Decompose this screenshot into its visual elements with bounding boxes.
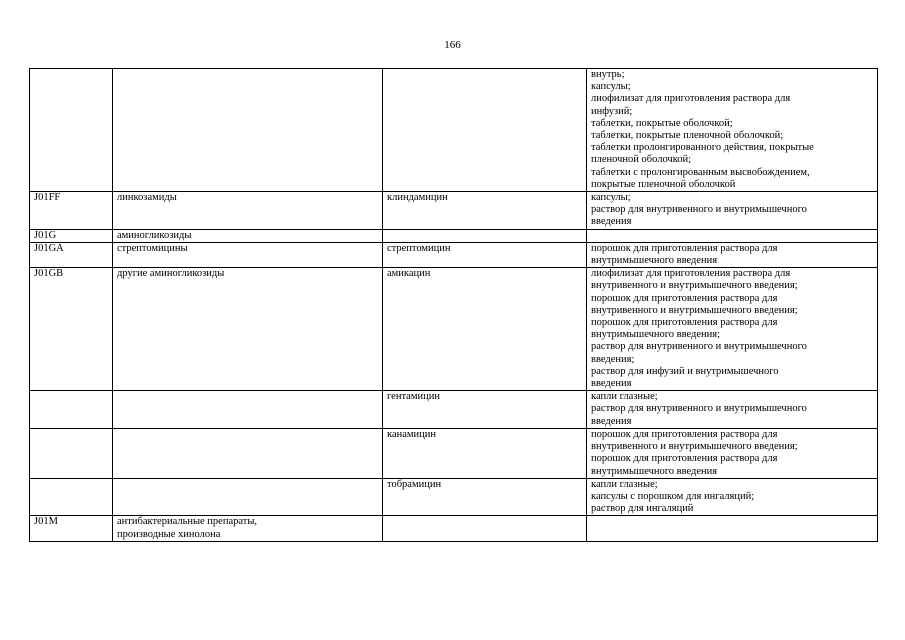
dosage-forms-cell (587, 516, 878, 541)
dosage-forms-cell: капсулы; раствор для внутривенного и внутримышечного введения (587, 192, 878, 230)
table-row (30, 268, 878, 391)
atc-code-cell: J01GA (30, 242, 113, 267)
group-cell: аминогликозиды (113, 229, 383, 242)
atc-code-cell (30, 428, 113, 478)
table-row (30, 428, 878, 478)
atc-code-cell (30, 69, 113, 192)
drug-name-cell: клиндамицин (383, 192, 587, 230)
dosage-forms-cell (587, 229, 878, 242)
dosage-forms-cell: внутрь; капсулы; лиофилизат для приготовления раствора для инфузий; таблетки, покрытые оболочкой; таблетки, покрытые пленочной оболочкой; таблетки пролонгированного действия, покрытые пленочной оболочкой; таблетки с пролонгированным высвобождением, покрытые пленочной оболочкой (587, 69, 878, 192)
drug-name-cell (383, 69, 587, 192)
table-row (30, 229, 878, 242)
table-row (30, 516, 878, 541)
dosage-forms-cell: капли глазные; капсулы с порошком для ингаляций; раствор для ингаляций (587, 478, 878, 516)
group-cell (113, 478, 383, 516)
drug-name-cell (383, 229, 587, 242)
drug-name-cell: тобрамицин (383, 478, 587, 516)
group-cell: линкозамиды (113, 192, 383, 230)
dosage-forms-cell: порошок для приготовления раствора для внутривенного и внутримышечного введения; порошок для приготовления раствора для внутримышечного введения (587, 428, 878, 478)
drug-name-cell: стрептомицин (383, 242, 587, 267)
dosage-forms-cell: капли глазные; раствор для внутривенного и внутримышечного введения (587, 391, 878, 429)
drug-name-cell (383, 516, 587, 541)
table-row (30, 69, 878, 192)
table-row (30, 192, 878, 230)
dosage-forms-cell: порошок для приготовления раствора для внутримышечного введения (587, 242, 878, 267)
drug-table (29, 68, 878, 542)
atc-code-cell (30, 391, 113, 429)
atc-code-cell: J01G (30, 229, 113, 242)
group-cell (113, 428, 383, 478)
table-row (30, 391, 878, 429)
drug-name-cell: гентамицин (383, 391, 587, 429)
dosage-forms-cell: лиофилизат для приготовления раствора для внутривенного и внутримышечного введения; порошок для приготовления раствора для внутривенного и внутримышечного введения; порошок для приготовления раствора для внутримышечного введения; раствор для внутривенного и внутримышечного введения; раствор для инфузий и внутримышечного введения (587, 268, 878, 391)
atc-code-cell: J01M (30, 516, 113, 541)
page-number: 166 (444, 39, 461, 51)
drug-name-cell: амикацин (383, 268, 587, 391)
atc-code-cell (30, 478, 113, 516)
atc-code-cell: J01GB (30, 268, 113, 391)
group-cell (113, 391, 383, 429)
group-cell: стрептомицины (113, 242, 383, 267)
table-row (30, 478, 878, 516)
drug-name-cell: канамицин (383, 428, 587, 478)
group-cell: антибактериальные препараты, производные хинолона (113, 516, 383, 541)
atc-code-cell: J01FF (30, 192, 113, 230)
group-cell (113, 69, 383, 192)
group-cell: другие аминогликозиды (113, 268, 383, 391)
table-row (30, 242, 878, 267)
